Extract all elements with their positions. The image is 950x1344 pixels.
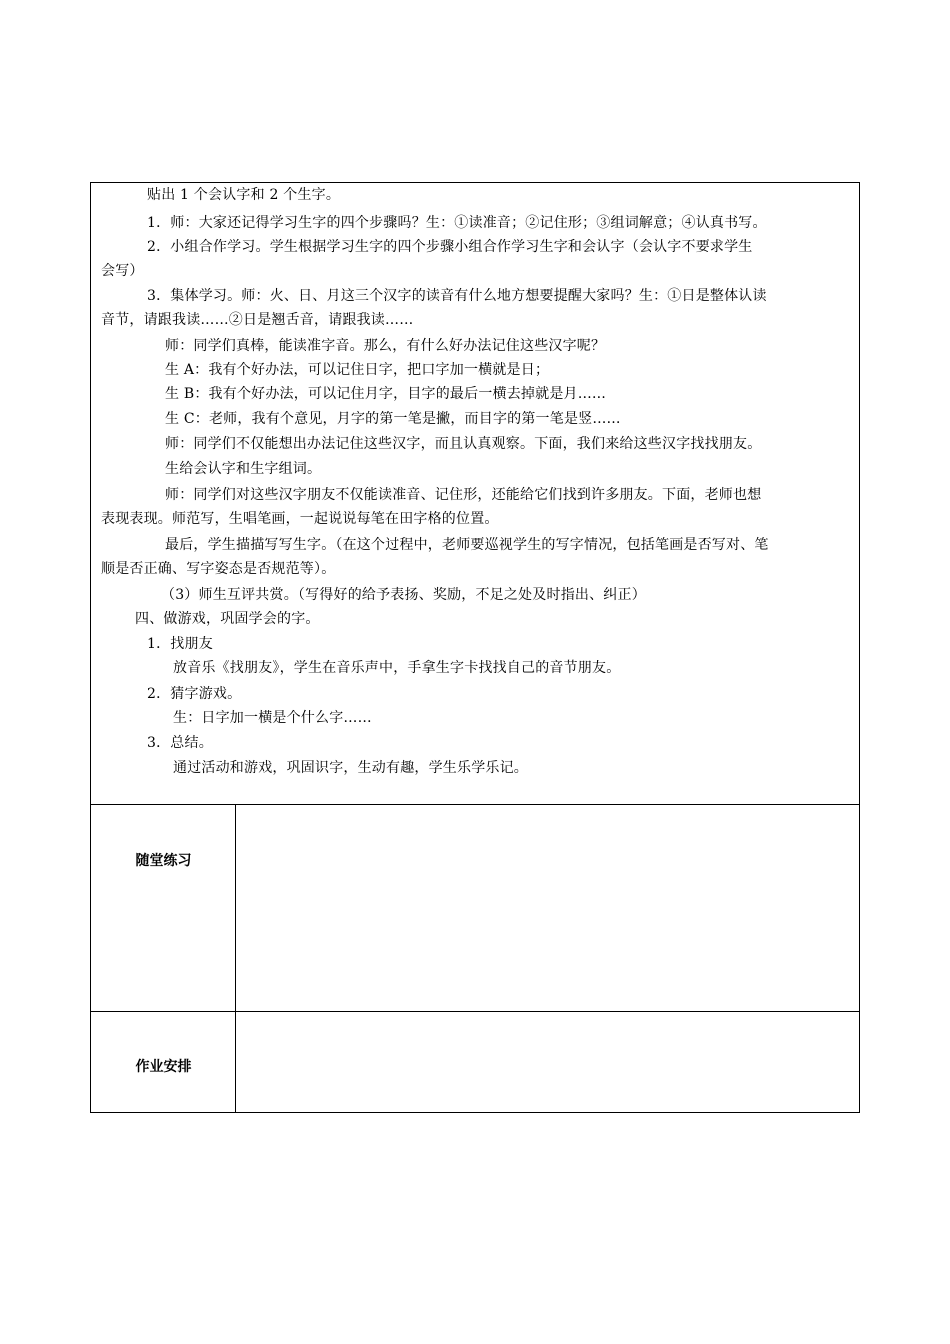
content-line: 生 B：我有个好办法，可以记住月字，目字的最后一横去掉就是月…… [165,386,607,402]
practice-label: 随堂练习 [135,853,192,869]
practice-content-cell [236,805,859,1011]
homework-row [91,1012,859,1112]
homework-content-cell [236,1012,859,1112]
content-line: 生：日字加一横是个什么字…… [173,710,372,726]
practice-row [91,805,859,1012]
homework-label: 作业安排 [135,1059,192,1075]
content-line: 1．找朋友 [147,636,213,652]
content-line: 1．师：大家还记得学习生字的四个步骤吗？生：①读准音；②记住形；③组词解意；④认真书写。 [147,215,767,231]
content-line: 顺是否正确、写字姿态是否规范等）。 [101,561,336,577]
content-line: 师：同学们真棒，能读准字音。那么，有什么好办法记住这些汉字呢？ [165,338,606,354]
content-line: 师：同学们对这些汉字朋友不仅能读准音、记住形，还能给它们找到许多朋友。下面，老师也想 [165,487,762,503]
homework-label-cell [91,1012,236,1112]
content-line: 师：同学们不仅能想出办法记住这些汉字，而且认真观察。下面，我们来给这些汉字找找朋友。 [165,436,762,452]
content-line: （3）师生互评共赏。（写得好的给予表扬、奖励，不足之处及时指出、纠正） [161,587,646,603]
lesson-content-cell [91,183,859,805]
content-line: 放音乐《找朋友》，学生在音乐声中，手拿生字卡找找自己的音节朋友。 [173,660,621,676]
content-line: 2．小组合作学习。学生根据学习生字的四个步骤小组合作学习生字和会认字（会认字不要求学生 [147,239,753,255]
content-line: 表现表现。师范写，生唱笔画，一起说说每笔在田字格的位置。 [101,511,499,527]
content-line: 3．集体学习。师：火、日、月这三个汉字的读音有什么地方想要提醒大家吗？生：①日是整体认读 [147,288,767,304]
content-line: 贴出 1 个会认字和 2 个生字。 [147,187,341,203]
content-line: 四、做游戏，巩固学会的字。 [135,611,320,627]
content-line: 生 C：老师，我有个意见，月字的第一笔是撇，而目字的第一笔是竖…… [165,411,621,427]
content-line: 音节，请跟我读……②日是翘舌音，请跟我读…… [101,312,414,328]
lesson-plan-table [90,182,860,1113]
content-line: 会写） [101,263,144,279]
content-line: 3．总结。 [147,735,213,751]
content-line: 通过活动和游戏，巩固识字，生动有趣，学生乐学乐记。 [173,760,528,776]
content-line: 2．猜字游戏。 [147,686,242,702]
content-line: 生 A：我有个好办法，可以记住日字，把口字加一横就是日； [165,362,550,378]
content-line: 最后，学生描描写写生字。（在这个过程中，老师要巡视学生的写字情况，包括笔画是否写对、笔 [165,537,769,553]
practice-label-cell [91,805,236,1011]
content-line: 生给会认字和生字组词。 [165,461,322,477]
